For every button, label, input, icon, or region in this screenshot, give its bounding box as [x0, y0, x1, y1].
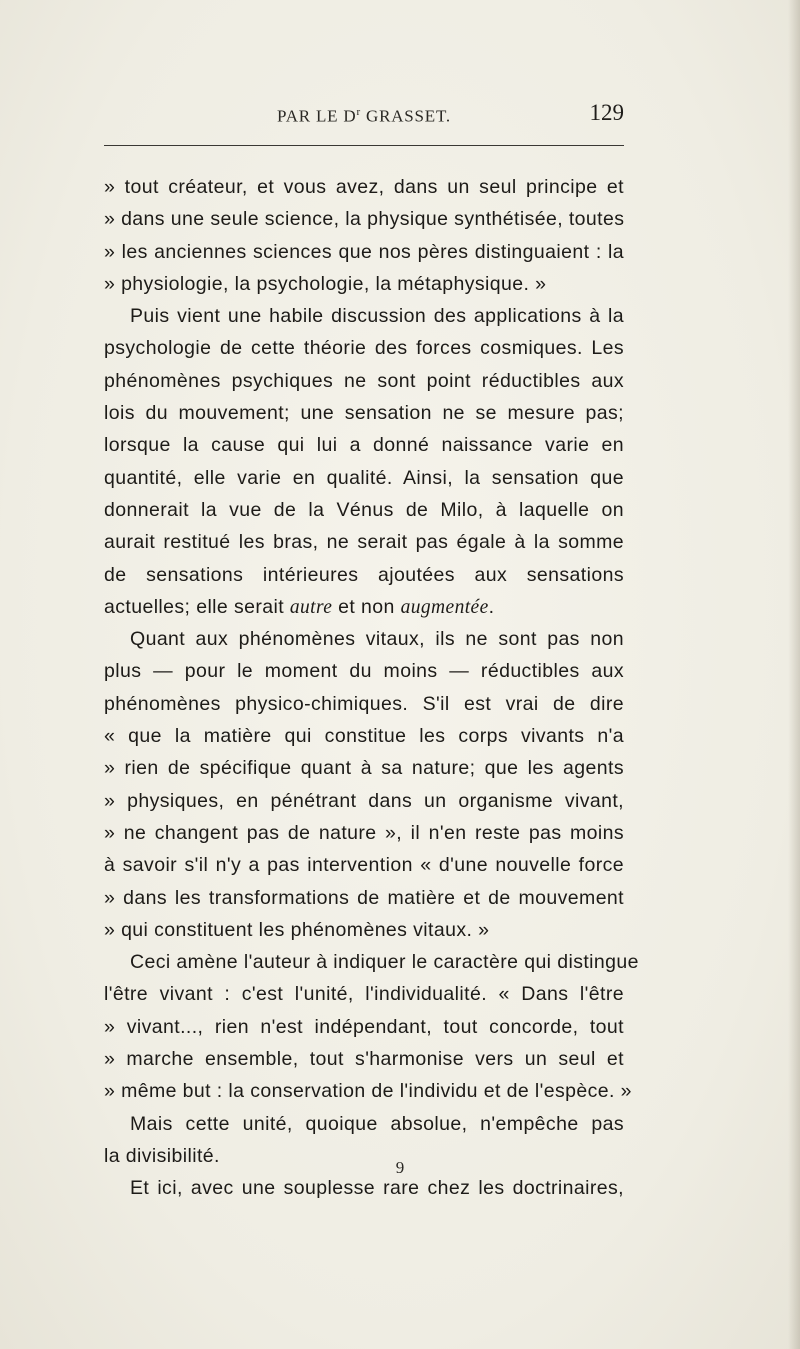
text-segment: .: [488, 595, 495, 618]
running-head-superscript: r: [356, 106, 361, 118]
text-line: « que la matière qui constitue les corps vivants n'a: [104, 725, 624, 748]
text-line: à savoir s'il n'y a pas intervention « d'une nouvelle force: [104, 854, 624, 877]
text-line: lorsque la cause qui lui a donné naissance varie en: [104, 434, 624, 457]
text-line: » tout créateur, et vous avez, dans un seul principe et: [104, 176, 624, 198]
text-line: » marche ensemble, tout s'harmonise vers un seul et: [104, 1048, 624, 1071]
text-line-with-italics: [104, 591, 624, 623]
text-line: phénomènes physico-chimiques. S'il est vrai de dire: [104, 692, 624, 715]
running-head: [104, 106, 624, 127]
text-segment: et non: [332, 595, 401, 618]
text-segment: actuelles; elle serait: [104, 595, 290, 618]
text-line: l'être vivant : c'est l'unité, l'individualité. « Dans l'être: [104, 983, 624, 1006]
page-header: [104, 100, 624, 140]
running-head-text-end: GRASSET.: [360, 106, 451, 126]
text-line: Quant aux phénomènes vitaux, ils ne sont pas non: [130, 628, 624, 651]
text-line: » même but : la conservation de l'individu et de l'espèce. »: [104, 1080, 632, 1103]
text-line: » dans une seule science, la physique synthétisée, toutes: [104, 208, 625, 231]
page-number: 129: [589, 100, 624, 125]
header-rule: [104, 145, 624, 146]
text-line: » les anciennes sciences que nos pères distinguaient : la: [104, 240, 624, 263]
text-line: Puis vient une habile discussion des applications à la: [130, 305, 624, 328]
text-line: » ne changent pas de nature », il n'en reste pas moins: [104, 821, 624, 844]
page-edge-shadow: [788, 0, 800, 1349]
signature-mark: 9: [395, 1158, 405, 1177]
text-line: quantité, elle varie en qualité. Ainsi, la sensation que: [104, 466, 624, 489]
italic-word: augmentée: [400, 596, 489, 618]
text-line: psychologie de cette théorie des forces cosmiques. Les: [104, 337, 624, 360]
text-line: donnerait la vue de la Vénus de Milo, à laquelle on: [104, 498, 624, 521]
running-head-text: PAR LE D: [277, 106, 357, 126]
text-line: lois du mouvement; une sensation ne se mesure pas;: [104, 402, 624, 425]
text-line: Mais cette unité, quoique absolue, n'empêche pas: [130, 1112, 624, 1135]
body-text: [104, 171, 639, 1205]
text-line: phénomènes psychiques ne sont point réductibles aux: [104, 369, 624, 392]
text-line: la divisibilité.: [104, 1144, 220, 1167]
text-line: aurait restitué les bras, ne serait pas égale à la somme: [104, 531, 624, 554]
text-line: Et ici, avec une souplesse rare chez les doctrinaires,: [130, 1177, 624, 1200]
italic-word: autre: [289, 596, 333, 618]
text-line: de sensations intérieures ajoutées aux sensations: [104, 563, 624, 586]
text-line: Ceci amène l'auteur à indiquer le caractère qui distingue: [130, 951, 639, 974]
text-line: plus — pour le moment du moins — réductibles aux: [104, 660, 624, 683]
text-line: » physiologie, la psychologie, la métaphysique. »: [104, 272, 547, 295]
text-line: » qui constituent les phénomènes vitaux. »: [104, 918, 490, 941]
text-line: » vivant..., rien n'est indépendant, tout concorde, tout: [104, 1015, 624, 1038]
text-line: » physiques, en pénétrant dans un organisme vivant,: [104, 789, 624, 812]
text-line: » dans les transformations de matière et de mouvement: [104, 886, 624, 909]
text-line: » rien de spécifique quant à sa nature; que les agents: [104, 757, 624, 780]
